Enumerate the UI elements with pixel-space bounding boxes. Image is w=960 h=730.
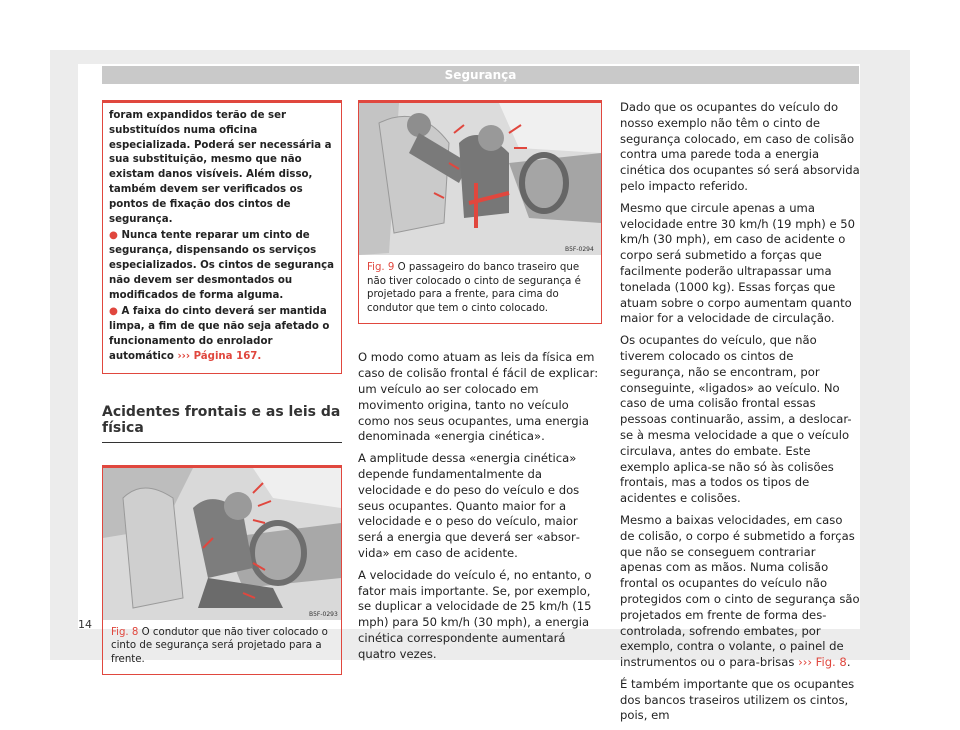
section-title: Acidentes frontais e as leis da física <box>102 404 342 443</box>
figure-caption <box>359 255 601 323</box>
column-right <box>620 100 860 730</box>
paragraph: O modo como atuam as leis da física em caso de colisão frontal é fácil de explicar: um veículo ao ser colocado em movimento origina, tanto no veículo como nos seus ocupantes, uma energia denominada «energia cinética». <box>358 350 599 444</box>
warning-bullet-item <box>109 229 335 303</box>
caption-text: O condutor que não tiver colocado o cinto de segurança será projetado para a frente. <box>111 626 328 665</box>
page-number: 14 <box>78 618 92 631</box>
warning-text: A faixa do cinto deverá ser mantida limpa, a fim de que não seja afetado o funcionamento do enrolador automático <box>109 306 330 362</box>
column-left <box>102 100 342 675</box>
bullet-icon: ● <box>109 306 118 318</box>
paragraph-end: . <box>846 655 851 670</box>
figure-code: B5F-0293 <box>309 610 338 618</box>
paragraph: Os ocupantes do veículo, que não tiverem colocado os cintos de segurança, não se encontram, por conseguinte, «ligados» ao veículo. No caso de uma colisão frontal essas pessoas continuarão, assim, a deslocar-se à mesma velocidade a que o veículo circulava, antes do embate. Este exemplo aplica-se não só às colisões frontais, mas a todos os tipos de acidentes e colisões. <box>620 333 852 506</box>
paragraph: É também importante que os ocupantes dos bancos traseiros utilizem os cintos, pois, em <box>620 676 855 723</box>
figure-9 <box>358 100 602 324</box>
paragraph: Dado que os ocupantes do veículo do nosso exemplo não têm o cinto de segurança colocado, em caso de colisão contra uma parede toda a energia cinética dos ocupantes só será absorvida pelo impacto referido. <box>620 100 860 193</box>
figure-9-illustration <box>359 103 601 255</box>
figure-number: Fig. 8 <box>111 626 139 638</box>
paragraph: Mesmo que circule apenas a uma velocidade entre 30 km/h (19 mph) e 50 km/h (30 mph), em caso de acidente o corpo será submetido a forças que facilmente poderão ultrapassar uma tonelada (1000 kg). Essas forças que atuam sobre o corpo aumentam quanto maior for a velocidade de circulação. <box>620 200 856 326</box>
figure-code: B5F-0294 <box>565 246 594 253</box>
section-header: Segurança <box>102 66 859 84</box>
paragraph: A velocidade do veículo é, no entanto, o fator mais importante. Se, por exemplo, se duplicar a velocidade de 25 km/h (15 mph) para 50 km/h (30 mph), a energia cinética correspondente aumentará quatro vezes. <box>358 567 592 661</box>
paragraph <box>620 513 860 671</box>
page-reference-link[interactable]: ››› Página 167. <box>177 350 262 362</box>
figure-reference-link[interactable]: ››› Fig. 8 <box>798 655 847 670</box>
column-middle <box>358 100 602 669</box>
warning-box <box>102 100 342 374</box>
body-text-middle <box>358 350 602 662</box>
caption-text: O passageiro do banco traseiro que não tiver colocado o cinto de segurança é projetado para a frente, para cima do condutor que tem o cinto colocado. <box>367 262 581 314</box>
bullet-icon: ● <box>109 230 118 242</box>
warning-text: Nunca tente reparar um cinto de segurança, dispensando os serviços especializados. Os cintos de segurança não devem ser desmontados ou modificados de forma alguma. <box>109 230 335 301</box>
figure-8-illustration <box>103 468 341 620</box>
warning-paragraph: foram expandidos terão de ser substituídos numa oficina especializada. Poderá ser necessária a sua substituição, mesmo que não existam danos visíveis. Além disso, também devem ser verificados os pontos de fixação dos cintos de segurança. <box>109 110 332 225</box>
figure-number: Fig. 9 <box>367 262 395 273</box>
paragraph-text: Mesmo a baixas velocidades, em caso de colisão, o corpo é submetido a forças que não se conseguem contrariar apenas com as mãos. Numa colisão frontal os ocupantes do veículo não protegidos com o cinto de segurança são projetados em frente de forma descontrolada, sofrendo embates, por exemplo, contra o volante, o painel de instrumentos ou o para-brisas <box>620 512 860 670</box>
warning-bullet-item <box>109 305 335 364</box>
figure-8 <box>102 465 342 676</box>
paragraph: A amplitude dessa «energia cinética» depende fundamentalmente da velocidade e do peso do veículo e dos seus ocupantes. Quanto maior for a velocidade e o peso do veículo, maior será a energia que deverá ser «absorvida» em caso de acidente. <box>358 451 580 560</box>
figure-caption <box>103 620 341 675</box>
